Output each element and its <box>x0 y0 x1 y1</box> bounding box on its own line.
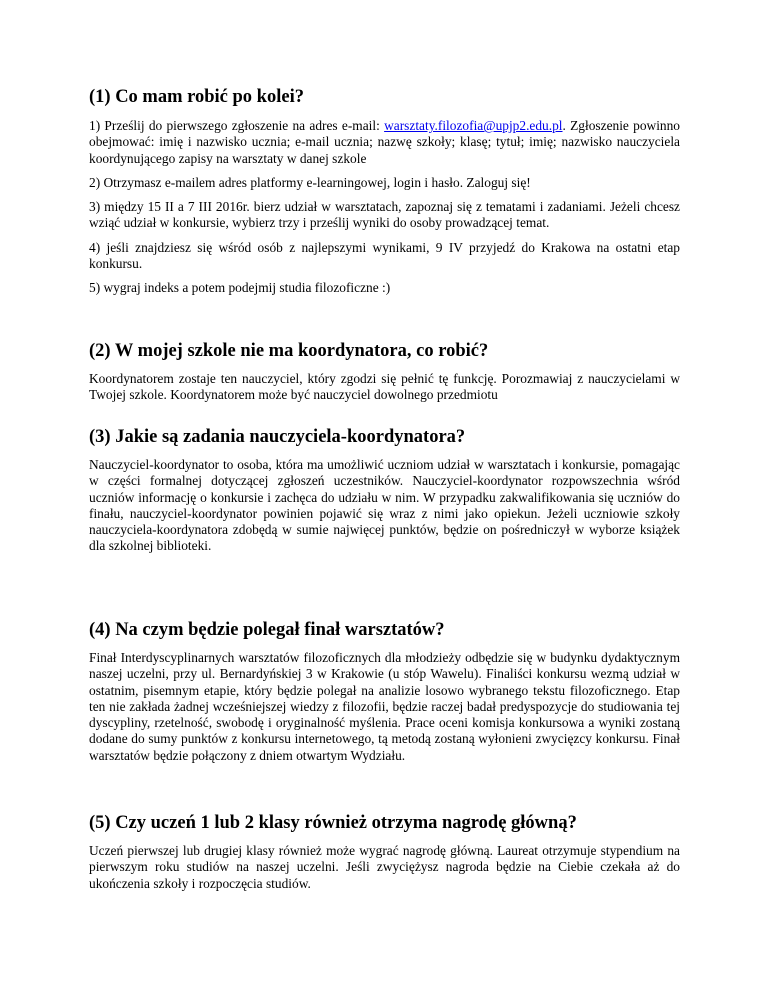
section-1 <box>89 86 680 297</box>
section-3 <box>89 426 680 555</box>
section-heading: (5) Czy uczeń 1 lub 2 klasy również otrzyma nagrodę główną? <box>89 813 577 833</box>
section-4 <box>89 619 680 764</box>
section-body: Koordynatorem zostaje ten nauczyciel, który zgodzi się pełnić tę funkcję. Porozmawiaj z nauczycielami w Twojej szkole. Koordynatorem może być nauczyciel dowolnego przedmiotu <box>89 371 680 403</box>
step-3-paragraph: 3) między 15 II a 7 III 2016r. bierz udział w warsztatach, zapoznaj się z tematami i zadaniami. Jeżeli chcesz wziąć udział w konkursie, wybierz trzy i prześlij wyniki do osoby prowadzącej temat. <box>89 199 680 231</box>
step-1-paragraph <box>89 118 680 167</box>
step-5-paragraph: 5) wygraj indeks a potem podejmij studia filozoficzne :) <box>89 280 391 296</box>
section-2 <box>89 340 680 404</box>
step-4-paragraph: 4) jeśli znajdziesz się wśród osób z najlepszymi wynikami, 9 IV przyjedź do Krakowa na ostatni etap konkursu. <box>89 239 680 272</box>
section-body: Uczeń pierwszej lub drugiej klasy również może wygrać nagrodę główną. Laureat otrzymuje stypendium na pierwszym roku studiów na naszej uczelni. Jeśli zwyciężysz nagroda będzie na Ciebie czekała aż do ukończenia szkoły i rozpoczęcia studiów. <box>89 843 680 891</box>
email-link[interactable]: warsztaty.filozofia@upjp2.edu.pl <box>384 118 563 133</box>
section-body: Finał Interdyscyplinarnych warsztatów filozoficznych dla młodzieży odbędzie się w budynku dydaktycznym naszej uczelni, przy ul. Bernardyńskiej 3 w Krakowie (u stóp Wawelu). Finaliści konkursu wezmą udział w ostatnim, pisemnym etapie, który będzie polegał na analizie losowo wybranego tekstu filozoficznego. Etap ten nie zakłada żadnej wcześniejszej wiedzy z filozofii, będzie raczej badał predyspozycje do studiowania tej dyscypliny, rzetelność, swobodę i oryginalność myślenia. Prace oceni komisja konkursowa a wyniki zostaną dodane do sumy punktów z konkursu internetowego, tą metodą zostaną wyłonieni zwycięzcy konkursu. Finał warsztatów będzie połączony z dniem otwartym Wydziału. <box>89 650 680 763</box>
step-1-text-continued: . Zgłoszenie powinno obejmować: imię i nazwisko ucznia; e-mail ucznia; nazwę szkoły; klasę; tytuł; imię; nazwisko nauczyciela koordynującego zapisy na warsztaty w danej szkole <box>89 118 680 166</box>
section-5 <box>89 812 680 892</box>
step-2-paragraph: 2) Otrzymasz e-mailem adres platformy e-learningowej, login i hasło. Zaloguj się! <box>89 174 531 190</box>
step-1-text: 1) Prześlij do pierwszego zgłoszenie na adres e-mail: <box>89 118 385 133</box>
section-heading: (2) W mojej szkole nie ma koordynatora, co robić? <box>89 341 489 361</box>
section-heading: (3) Jakie są zadania nauczyciela-koordynatora? <box>89 427 466 447</box>
section-heading: (4) Na czym będzie polegał finał warsztatów? <box>89 620 445 640</box>
section-body: Nauczyciel-koordynator to osoba, która ma umożliwić uczniom udział w warsztatach i konkursie, pomagając w części formalnej dotyczącej zgłoszeń uczestników. Nauczyciel-koordynator rozpowszechnia wśród uczniów informację o konkursie i zachęca do udziału w nim. W przypadku zakwalifikowania się uczniów do finału, nauczyciel-koordynator powinien pojawić się wraz z nimi jako opiekun. Jeżeli uczniowie szkoły nauczyciela-koordynatora zdobędą w sumie najwięcej punktów, będzie on pośredniczył w wyborze książek dla szkolnej biblioteki. <box>89 457 680 554</box>
section-heading: (1) Co mam robić po kolei? <box>89 87 304 107</box>
